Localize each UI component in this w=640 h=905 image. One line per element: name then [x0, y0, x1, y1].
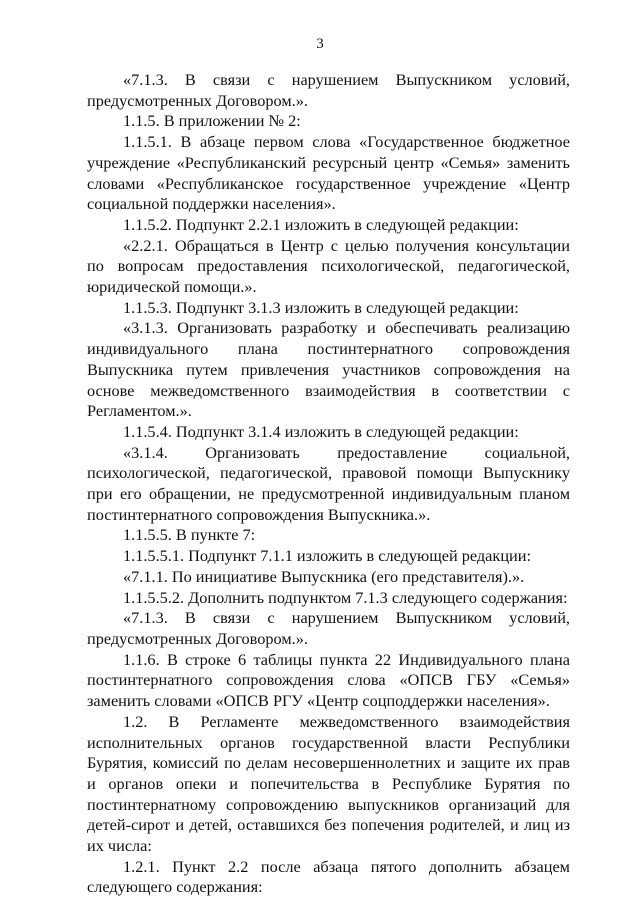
paragraph: «3.1.4. Организовать предоставление социальной, психологической, педагогической, правовой помощи Выпускнику при его обращении, не предусмотренной индивидуальным планом постинтернатного сопровождения Выпускника.». [87, 442, 570, 524]
paragraph: 1.2.1. Пункт 2.2 после абзаца пятого дополнить абзацем следующего содержания: [87, 856, 570, 897]
paragraph: «7.1.1. По инициативе Выпускника (его представителя).». [123, 566, 525, 586]
paragraph: «3.1.3. Организовать разработку и обеспечивать реализацию индивидуального плана постинтернатного сопровождения Выпускника путем привлечения участников сопровождения на основе межведомственного взаимодействия в соответствии с Регламентом.». [87, 318, 570, 421]
document-body [87, 70, 570, 898]
paragraph: 1.2. В Регламенте межведомственного взаимодействия исполнительных органов государственной власти Республики Бурятия, комиссий по делам несовершеннолетних и защите их прав и органов опеки и попечительства в Республике Бурятия по постинтернатному сопровождению выпускников организаций для детей-сирот и детей, оставшихся без попечения родителей, и лиц из их числа: [87, 711, 570, 856]
paragraph: 1.1.5.5.2. Дополнить подпунктом 7.1.3 следующего содержания: [123, 587, 568, 607]
page-number: 3 [316, 36, 324, 52]
paragraph: «2.2.1. Обращаться в Центр с целью получения консультации по вопросам предоставления психологической, педагогической, юридической помощи.». [87, 235, 570, 297]
paragraph: 1.1.5.1. В абзаце первом слова «Государственное бюджетное учреждение «Республиканский ресурсный центр «Семья» заменить словами «Республиканское государственное учреждение «Центр социальной поддержки населения». [87, 132, 570, 214]
paragraph: «7.1.3. В связи с нарушением Выпускником условий, предусмотренных Договором.». [87, 70, 570, 110]
paragraph: 1.1.5.5.1. Подпункт 7.1.1 изложить в следующей редакции: [123, 546, 531, 566]
paragraph: «7.1.3. В связи с нарушением Выпускником условий, предусмотренных Договором.». [87, 608, 570, 648]
paragraph: 1.1.5.2. Подпункт 2.2.1 изложить в следующей редакции: [123, 214, 519, 234]
paragraph: 1.1.5.4. Подпункт 3.1.4 изложить в следующей редакции: [123, 421, 519, 441]
paragraph: 1.1.5.3. Подпункт 3.1.3 изложить в следующей редакции: [123, 297, 519, 317]
paragraph: 1.1.6. В строке 6 таблицы пункта 22 Индивидуального плана постинтернатного сопровождения слова «ОПСВ ГБУ «Семья» заменить словами «ОПСВ РГУ «Центр соцподдержки населения». [87, 649, 570, 711]
paragraph: 1.1.5. В приложении № 2: [123, 111, 301, 131]
paragraph: 1.1.5.5. В пункте 7: [123, 525, 256, 545]
